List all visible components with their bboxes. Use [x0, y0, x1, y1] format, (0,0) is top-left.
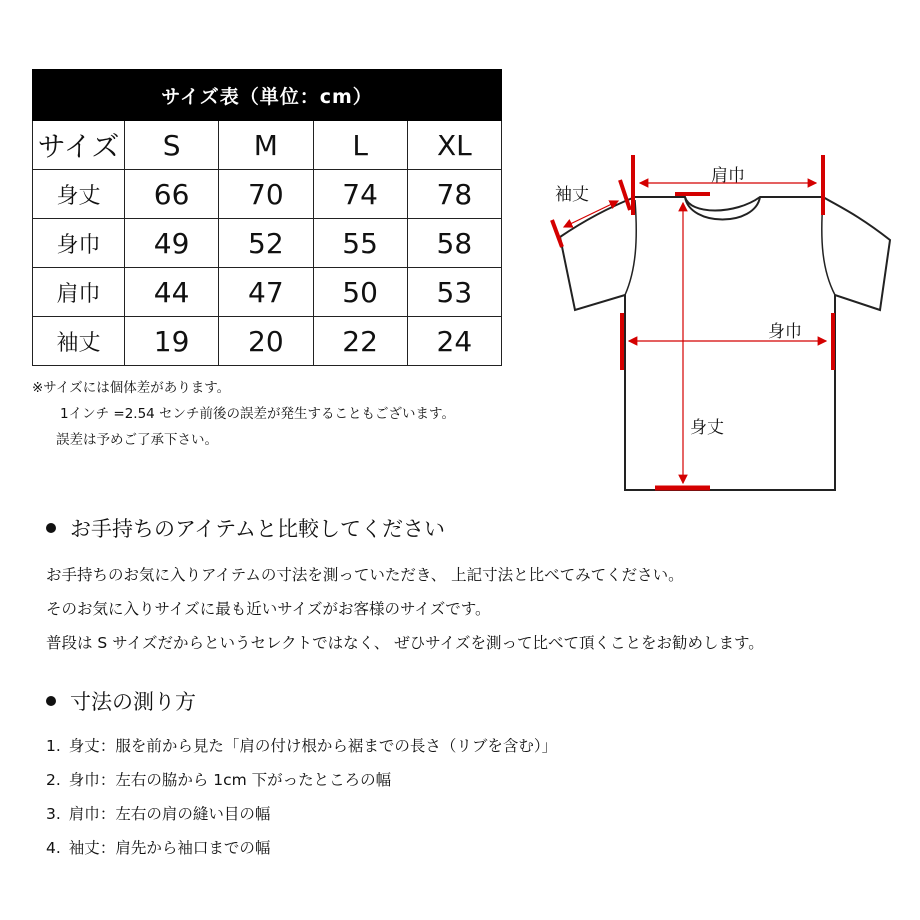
- item-term: 身巾: [68, 771, 100, 789]
- row-label: 身巾: [33, 219, 125, 268]
- width-label: 身巾: [768, 322, 802, 342]
- sleeve-top-marker: [620, 180, 630, 210]
- item-separator: ：: [99, 839, 116, 857]
- column-header: M: [219, 121, 313, 170]
- table-cell: 78: [407, 170, 501, 219]
- measure-heading-text: 寸法の測り方: [70, 690, 196, 714]
- table-cell: 24: [407, 317, 501, 366]
- row-label: 肩巾: [33, 268, 125, 317]
- table-cell: 44: [125, 268, 219, 317]
- table-cell: 55: [313, 219, 407, 268]
- compare-heading: [46, 513, 445, 543]
- size-table-title: サイズ表（単位：cm）: [33, 70, 502, 121]
- tshirt-diagram: [540, 145, 910, 509]
- item-separator: ：: [99, 771, 116, 789]
- table-cell: 47: [219, 268, 313, 317]
- table-cell: 70: [219, 170, 313, 219]
- column-header: サイズ: [33, 121, 125, 170]
- measure-heading: [46, 686, 196, 716]
- tshirt-outline: [540, 145, 910, 505]
- item-term: 袖丈: [68, 839, 100, 857]
- row-label: 身丈: [33, 170, 125, 219]
- compare-heading-text: お手持ちのアイテムと比較してください: [70, 517, 446, 541]
- table-cell: 52: [219, 219, 313, 268]
- note-apology: 誤差は予めご了承下さい。: [56, 432, 218, 448]
- bullet-icon: [46, 696, 56, 706]
- list-item: [46, 734, 557, 756]
- table-row: [33, 317, 502, 366]
- column-header: S: [125, 121, 219, 170]
- item-separator: ：: [99, 737, 116, 755]
- table-cell: 22: [313, 317, 407, 366]
- list-item: [46, 802, 270, 824]
- length-label: 身丈: [690, 418, 724, 438]
- table-cell: 66: [125, 170, 219, 219]
- sleeve-end-marker: [552, 220, 562, 247]
- size-table: [32, 69, 502, 366]
- item-separator: ：: [99, 805, 116, 823]
- table-row: [33, 268, 502, 317]
- table-cell: 74: [313, 170, 407, 219]
- item-desc: 左右の脇から 1cm 下がったところの幅: [115, 771, 392, 789]
- note-inch: 1インチ =2.54 センチ前後の誤差が発生することもございます。: [60, 406, 455, 422]
- table-cell: 58: [407, 219, 501, 268]
- table-cell: 19: [125, 317, 219, 366]
- item-term: 肩巾: [68, 805, 100, 823]
- table-cell: 49: [125, 219, 219, 268]
- column-header: L: [313, 121, 407, 170]
- compare-line-2: そのお気に入りサイズに最も近いサイズがお客様のサイズです。: [46, 600, 491, 618]
- shoulder-label: 肩巾: [711, 166, 745, 186]
- column-header: XL: [407, 121, 501, 170]
- table-row: [33, 170, 502, 219]
- size-table-header-row: [33, 121, 502, 170]
- table-row: [33, 219, 502, 268]
- table-cell: 50: [313, 268, 407, 317]
- item-number: 3.: [46, 805, 61, 823]
- item-number: 4.: [46, 839, 61, 857]
- compare-line-3: 普段は S サイズだからというセレクトではなく、 ぜひサイズを測って比べて頂くことをお勧めします。: [46, 634, 764, 652]
- item-term: 身丈: [68, 737, 100, 755]
- bullet-icon: [46, 523, 56, 533]
- compare-line-1: お手持ちのお気に入りアイテムの寸法を測っていただき、 上記寸法と比べてみてください。: [46, 566, 684, 584]
- item-number: 2.: [46, 771, 61, 789]
- note-variance: ※サイズには個体差があります。: [32, 380, 231, 396]
- table-cell: 20: [219, 317, 313, 366]
- row-label: 袖丈: [33, 317, 125, 366]
- table-cell: 53: [407, 268, 501, 317]
- item-number: 1.: [46, 737, 61, 755]
- item-desc: 服を前から見た「肩の付け根から裾までの長さ（リブを含む）」: [115, 737, 558, 755]
- list-item: [46, 768, 391, 790]
- item-desc: 肩先から袖口までの幅: [115, 839, 271, 857]
- item-desc: 左右の肩の縫い目の幅: [115, 805, 271, 823]
- sleeve-label: 袖丈: [555, 185, 589, 205]
- list-item: [46, 836, 270, 858]
